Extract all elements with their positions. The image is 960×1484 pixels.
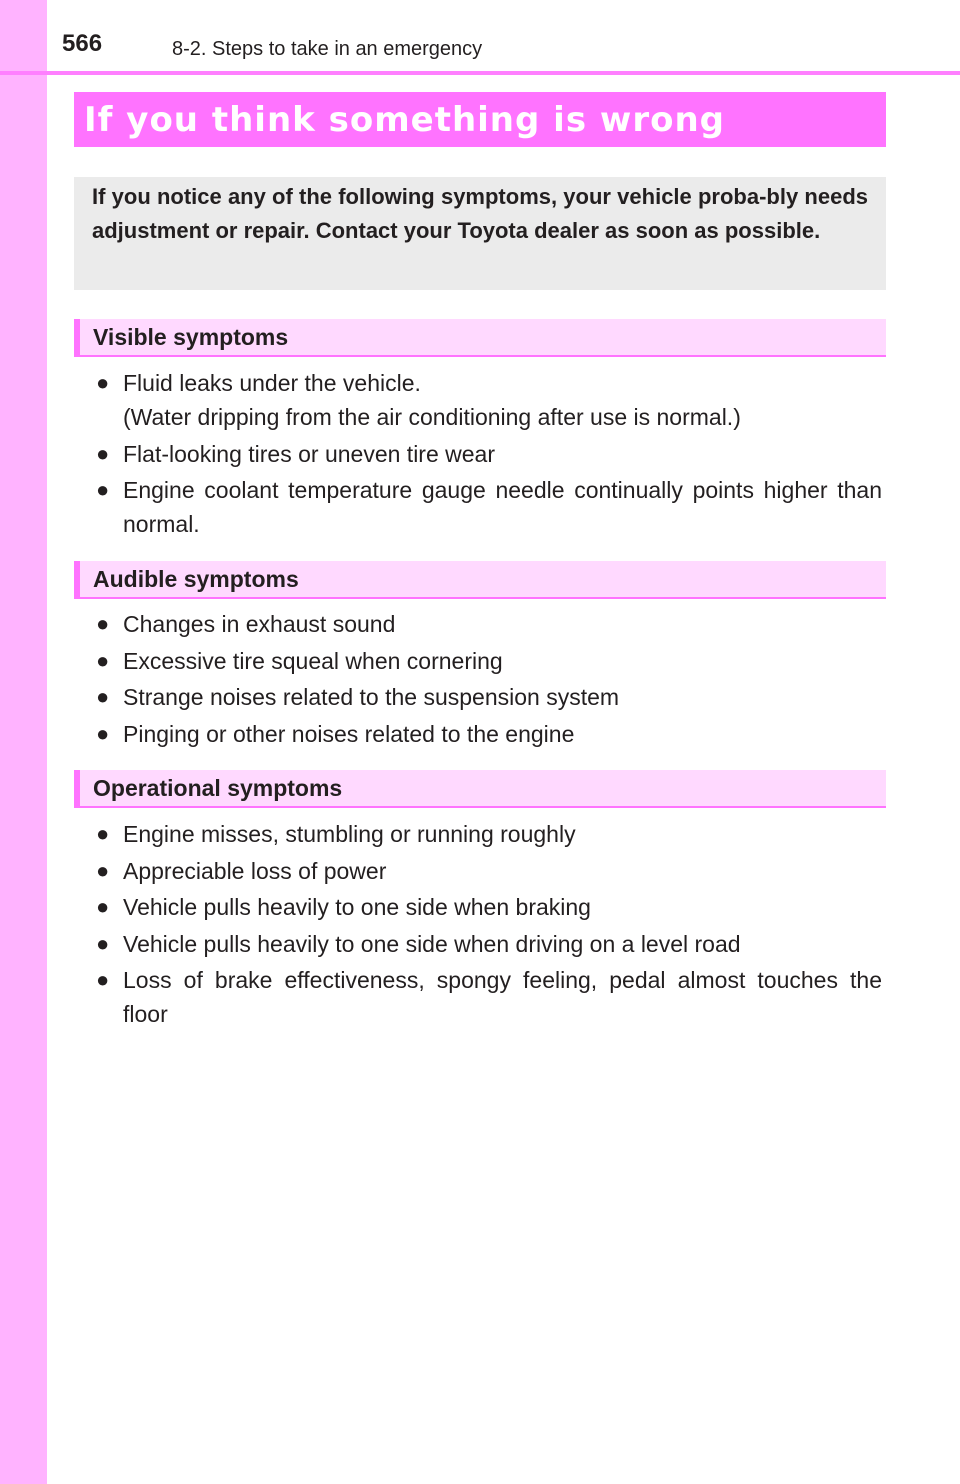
item-line: Engine misses, stumbling or running roughly — [123, 821, 576, 847]
item-line: Vehicle pulls heavily to one side when braking — [123, 894, 591, 920]
list-item — [96, 890, 882, 924]
bullet-icon: ● — [96, 440, 110, 466]
item-line: (Water dripping from the air conditioning after use is normal.) — [123, 404, 741, 430]
item-line: Loss of brake effectiveness, spongy feeling, pedal almost touches the floor — [123, 967, 882, 1027]
section-heading-text: Audible symptoms — [93, 565, 299, 592]
page-number: 566 — [62, 30, 103, 57]
list-item — [96, 437, 882, 471]
bullet-icon: ● — [96, 477, 110, 502]
section-heading-audible — [74, 561, 886, 599]
bullet-icon: ● — [96, 967, 110, 992]
bullet-icon: ● — [96, 894, 110, 919]
header-rule — [0, 71, 960, 75]
list-item — [96, 963, 882, 1031]
item-line: Pinging or other noises related to the engine — [123, 720, 575, 747]
list-item — [96, 680, 882, 714]
list-item — [96, 644, 882, 678]
bullet-icon: ● — [96, 930, 110, 956]
item-line: Excessive tire squeal when cornering — [123, 647, 503, 674]
bullet-icon: ● — [96, 684, 110, 709]
bullet-icon: ● — [96, 821, 110, 846]
chapter-heading: 8-2. Steps to take in an emergency — [172, 38, 483, 60]
list-item — [96, 927, 882, 961]
bullet-icon: ● — [96, 647, 110, 673]
item-line: Flat-looking tires or uneven tire wear — [123, 440, 495, 467]
title-banner — [74, 92, 886, 147]
list-item — [96, 817, 882, 851]
visible-symptoms-list — [96, 366, 882, 544]
list-item — [96, 717, 882, 751]
page-title: If you think something is wrong — [84, 99, 725, 140]
section-heading-text: Visible symptoms — [93, 323, 289, 350]
bullet-icon: ● — [96, 857, 110, 883]
bullet-icon: ● — [96, 611, 110, 636]
bullet-icon: ● — [96, 720, 110, 746]
item-line: Engine coolant temperature gauge needle continually points higher than normal. — [123, 477, 882, 537]
section-heading-operational — [74, 770, 886, 808]
operational-symptoms-list — [96, 817, 882, 1034]
list-item — [96, 473, 882, 541]
list-item — [96, 854, 882, 888]
item-line: Vehicle pulls heavily to one side when driving on a level road — [123, 930, 741, 957]
intro-box — [74, 177, 886, 290]
bullet-icon: ● — [96, 370, 110, 395]
list-item — [96, 366, 882, 434]
item-line: Strange noises related to the suspension system — [123, 684, 620, 710]
section-heading-visible — [74, 319, 886, 357]
item-line: Fluid leaks under the vehicle. — [123, 370, 421, 396]
intro-text: If you notice any of the following symptoms, your vehicle proba-bly needs adjustment or repair. Contact your Toyota dealer as soon as possible. — [92, 184, 868, 243]
side-tab — [0, 0, 47, 1484]
section-heading-text: Operational symptoms — [93, 774, 343, 801]
list-item — [96, 607, 882, 641]
item-line: Changes in exhaust sound — [123, 611, 396, 637]
audible-symptoms-list — [96, 607, 882, 753]
item-line: Appreciable loss of power — [123, 857, 387, 884]
